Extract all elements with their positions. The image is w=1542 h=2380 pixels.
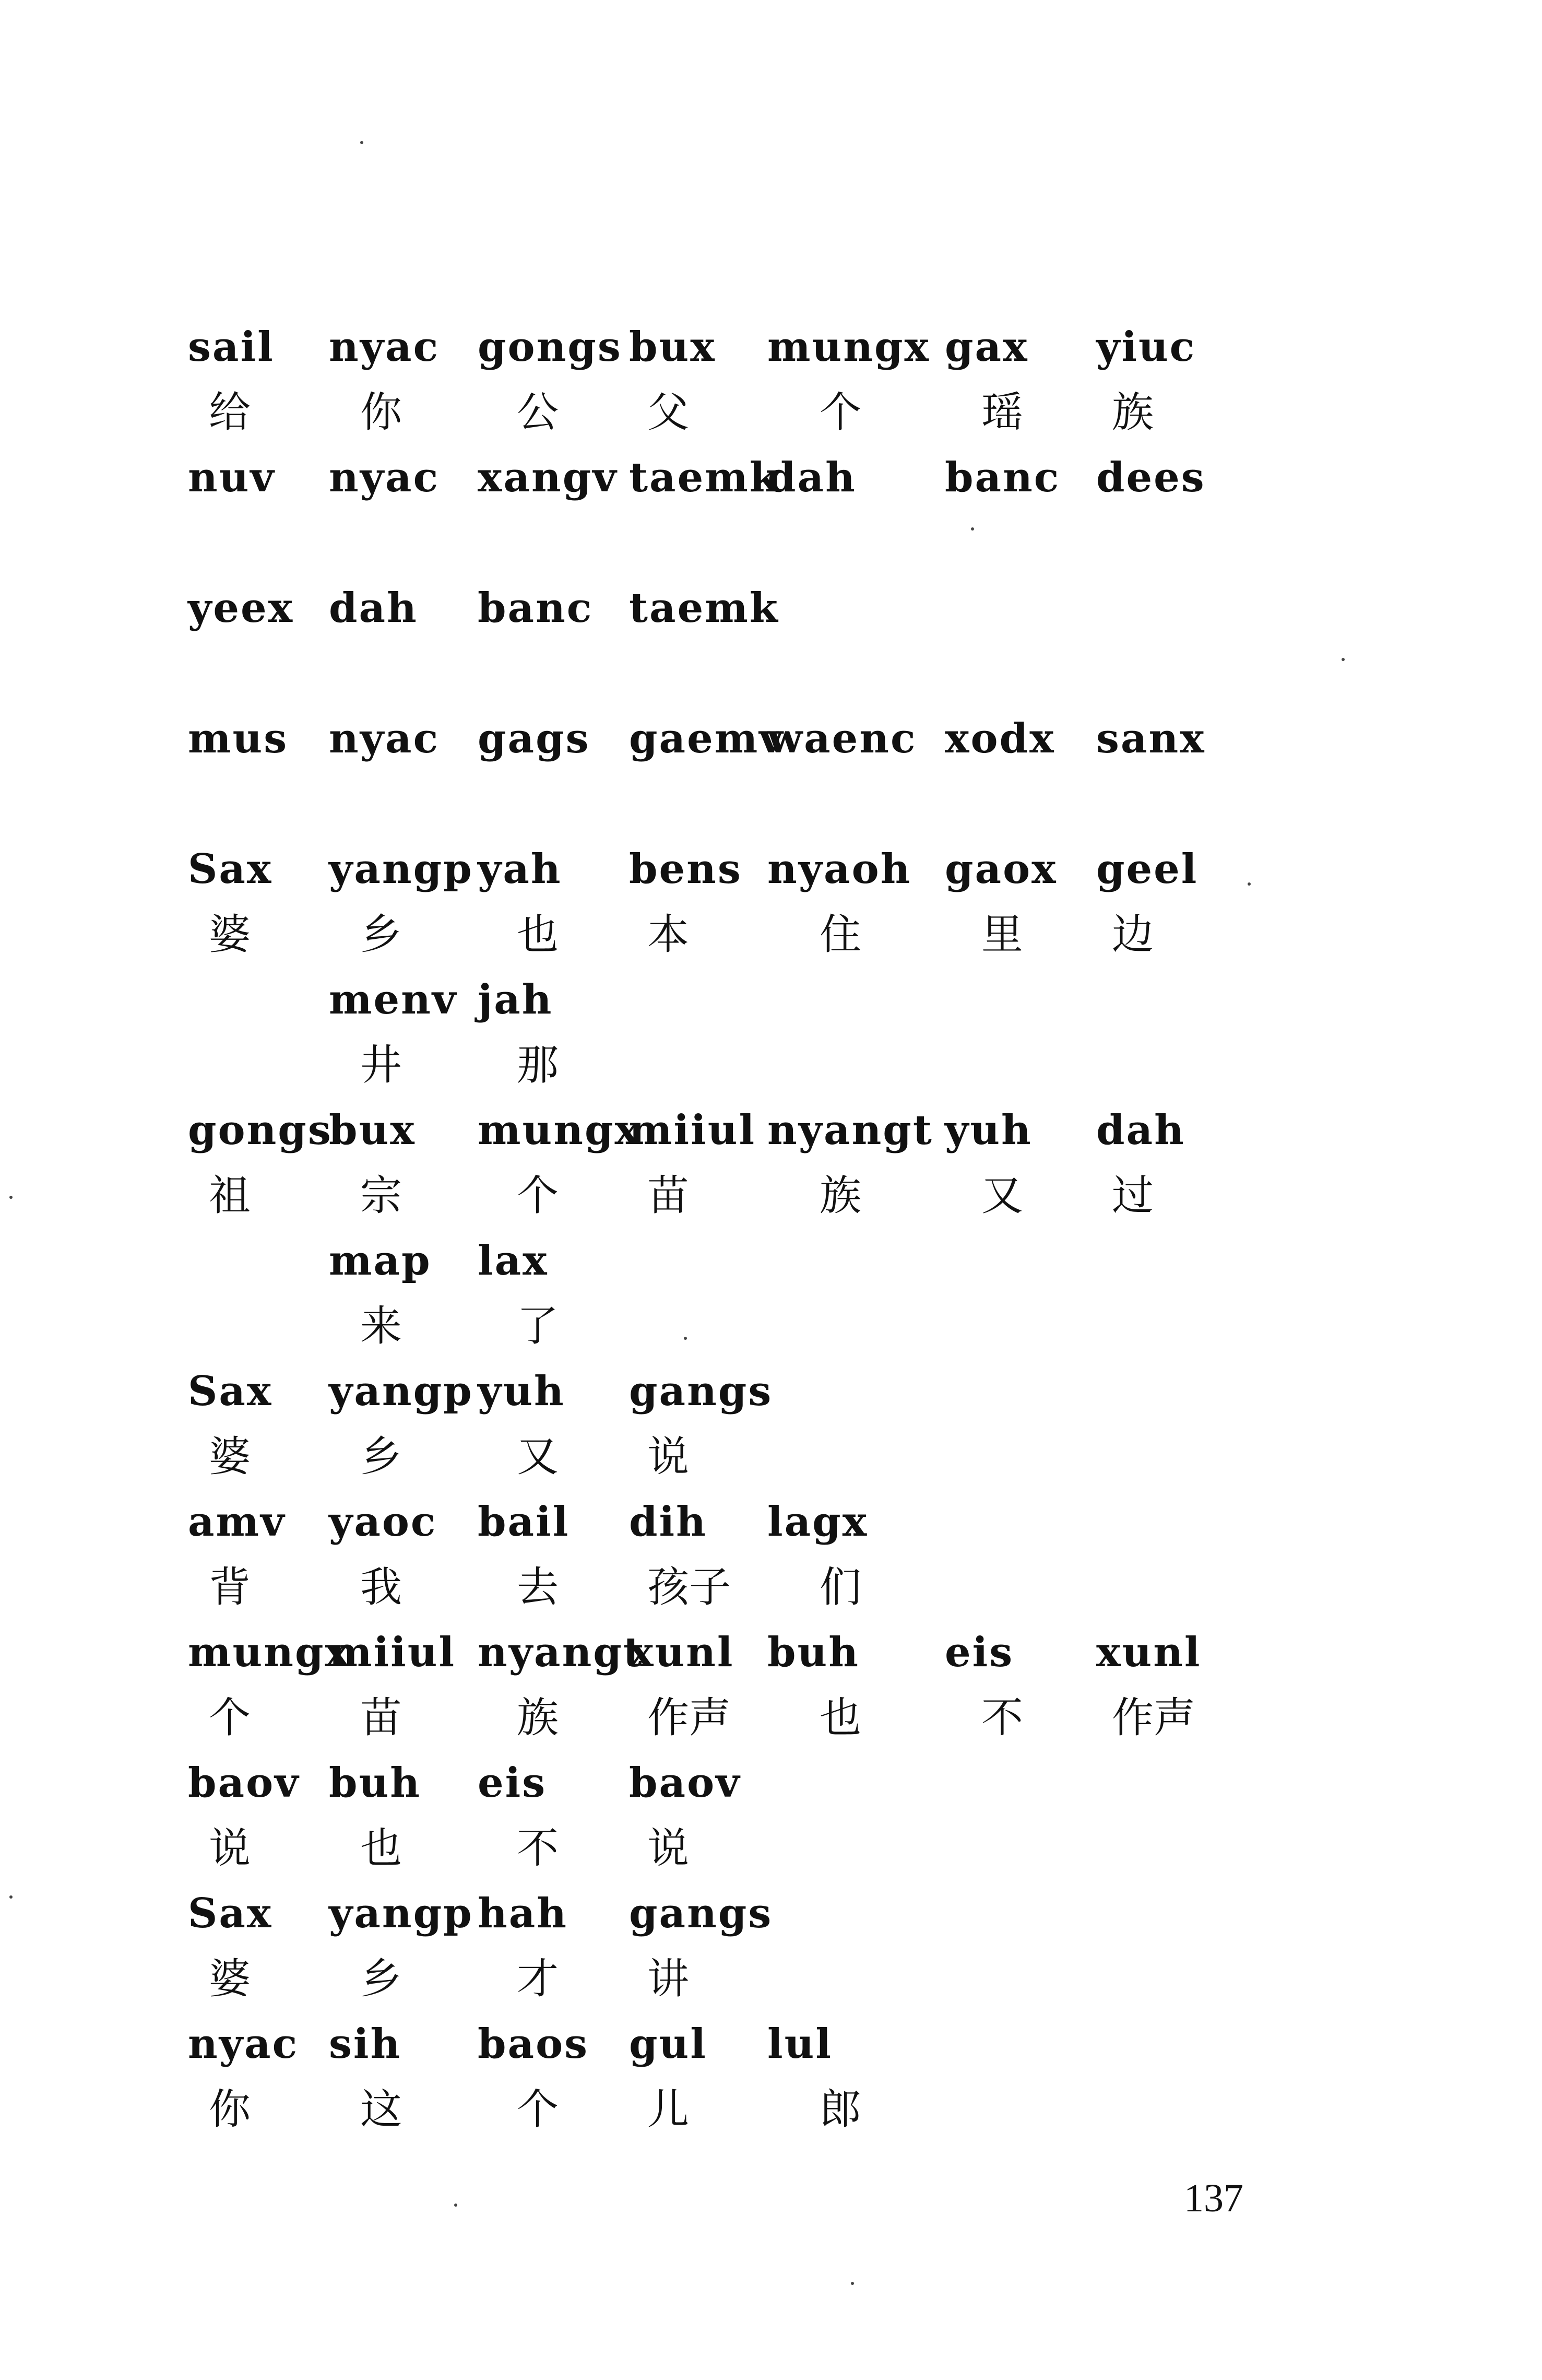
dong-word: nyac — [329, 715, 440, 762]
dong-word: map — [329, 1237, 432, 1285]
dong-word: bail — [478, 1498, 570, 1546]
dong-word: eis — [478, 1759, 547, 1807]
dong-word: taemk — [629, 454, 779, 501]
dong-word: dah — [767, 454, 857, 501]
chinese-gloss: 讲 — [647, 1954, 689, 2003]
chinese-gloss: 我 — [360, 1563, 402, 1611]
dong-word: sail — [188, 323, 275, 371]
dong-word: gangs — [629, 1368, 773, 1415]
dong-word: yangp — [329, 845, 473, 893]
dong-word: sanx — [1096, 715, 1206, 762]
chinese-gloss: 来 — [360, 1302, 402, 1350]
chinese-gloss: 你 — [209, 2085, 251, 2134]
dong-word: nyac — [329, 454, 440, 501]
dong-word: buh — [329, 1759, 421, 1807]
dong-word: waenc — [767, 715, 917, 762]
chinese-gloss: 瑶 — [981, 388, 1023, 437]
print-speck — [360, 141, 363, 144]
dong-word: yangp — [329, 1890, 473, 1937]
dong-word: mungx — [478, 1106, 640, 1154]
dong-word: menv — [329, 976, 458, 1023]
dong-word: bux — [329, 1106, 416, 1154]
dong-word: dah — [329, 584, 418, 632]
dong-word: buh — [767, 1629, 860, 1676]
dong-word: bux — [629, 323, 716, 371]
chinese-gloss: 过 — [1112, 1171, 1154, 1220]
dong-word: hah — [478, 1890, 568, 1937]
chinese-gloss: 作声 — [1112, 1693, 1195, 1742]
chinese-gloss: 乡 — [360, 910, 402, 959]
dong-word: Sax — [188, 845, 273, 893]
chinese-gloss: 儿 — [647, 2085, 689, 2134]
dong-word: Sax — [188, 1368, 273, 1415]
dong-word: xunl — [629, 1629, 734, 1676]
dong-word: mungx — [188, 1629, 351, 1676]
chinese-gloss: 去 — [517, 1563, 559, 1611]
dong-word: nyangt — [767, 1106, 933, 1154]
chinese-gloss: 族 — [517, 1693, 559, 1742]
chinese-gloss: 个 — [517, 1171, 559, 1220]
chinese-gloss: 这 — [360, 2085, 402, 2134]
dong-word: Sax — [188, 1890, 273, 1937]
dong-word: nyangt — [478, 1629, 644, 1676]
print-speck — [1248, 882, 1251, 886]
chinese-gloss: 你 — [360, 388, 402, 437]
chinese-gloss: 乡 — [360, 1954, 402, 2003]
chinese-gloss: 苗 — [360, 1693, 402, 1742]
dong-word: dih — [629, 1498, 707, 1546]
chinese-gloss: 不 — [981, 1693, 1023, 1742]
dong-word: yuh — [478, 1368, 565, 1415]
chinese-gloss: 婆 — [209, 1954, 251, 2003]
chinese-gloss: 本 — [647, 910, 689, 959]
dong-word: xunl — [1096, 1629, 1202, 1676]
chinese-gloss: 又 — [517, 1432, 559, 1481]
chinese-gloss: 婆 — [209, 1432, 251, 1481]
dong-word: eis — [945, 1629, 1014, 1676]
chinese-gloss: 也 — [517, 910, 559, 959]
dong-word: xodx — [945, 715, 1055, 762]
dong-word: yangp — [329, 1368, 473, 1415]
dong-word: nuv — [188, 454, 276, 501]
chinese-gloss: 又 — [981, 1171, 1023, 1220]
chinese-gloss: 边 — [1112, 910, 1154, 959]
print-speck — [1342, 658, 1345, 661]
dong-word: gul — [629, 2020, 707, 2068]
chinese-gloss: 给 — [209, 388, 251, 437]
chinese-gloss: 不 — [517, 1824, 559, 1872]
chinese-gloss: 个 — [517, 2085, 559, 2134]
dong-word: gangs — [629, 1890, 773, 1937]
dong-word: yah — [478, 845, 562, 893]
dong-word: lagx — [767, 1498, 869, 1546]
chinese-gloss: 公 — [517, 388, 559, 437]
dong-word: nyac — [188, 2020, 299, 2068]
print-speck — [9, 1895, 13, 1899]
chinese-gloss: 苗 — [647, 1171, 689, 1220]
dong-word: gaox — [945, 845, 1058, 893]
dong-word: yaoc — [329, 1498, 437, 1546]
dong-word: mus — [188, 715, 289, 762]
chinese-gloss: 说 — [647, 1824, 689, 1872]
chinese-gloss: 乡 — [360, 1432, 402, 1481]
dong-word: nyac — [329, 323, 440, 371]
chinese-gloss: 个 — [820, 388, 861, 437]
dong-word: banc — [945, 454, 1061, 501]
print-speck — [684, 1337, 687, 1340]
chinese-gloss: 作声 — [647, 1693, 731, 1742]
print-speck — [971, 527, 974, 531]
chinese-gloss: 婆 — [209, 910, 251, 959]
chinese-gloss: 父 — [647, 388, 689, 437]
chinese-gloss: 井 — [360, 1041, 402, 1089]
dong-word: amv — [188, 1498, 286, 1546]
print-speck — [454, 2204, 457, 2207]
dong-word: mungx — [767, 323, 930, 371]
chinese-gloss: 说 — [647, 1432, 689, 1481]
chinese-gloss: 个 — [209, 1693, 251, 1742]
dong-word: taemk — [629, 584, 779, 632]
dong-word: yeex — [188, 584, 294, 632]
page-number: 137 — [1184, 2176, 1243, 2220]
dong-word: gongs — [188, 1106, 333, 1154]
dong-word: xangv — [478, 454, 618, 501]
dong-word: gongs — [478, 323, 622, 371]
dong-word: miiul — [629, 1106, 756, 1154]
dong-word: sih — [329, 2020, 402, 2068]
chinese-gloss: 族 — [820, 1171, 861, 1220]
chinese-gloss: 也 — [360, 1824, 402, 1872]
dong-word: bens — [629, 845, 742, 893]
dong-word: baos — [478, 2020, 589, 2068]
chinese-gloss: 郎 — [820, 2085, 861, 2134]
chinese-gloss: 祖 — [209, 1171, 251, 1220]
print-speck — [9, 1196, 13, 1199]
chinese-gloss: 了 — [517, 1302, 559, 1350]
dong-word: gaemv — [629, 715, 785, 762]
chinese-gloss: 族 — [1112, 388, 1154, 437]
dong-word: yiuc — [1096, 323, 1196, 371]
chinese-gloss: 宗 — [360, 1171, 402, 1220]
dong-word: lul — [767, 2020, 833, 2068]
dong-word: lax — [478, 1237, 549, 1285]
chinese-gloss: 也 — [820, 1693, 861, 1742]
dong-word: miiul — [329, 1629, 456, 1676]
dong-word: jah — [478, 976, 553, 1023]
chinese-gloss: 住 — [820, 910, 861, 959]
chinese-gloss: 们 — [820, 1563, 861, 1611]
dong-word: baov — [188, 1759, 300, 1807]
chinese-gloss: 孩子 — [647, 1563, 731, 1611]
dong-word: gax — [945, 323, 1029, 371]
chinese-gloss: 才 — [517, 1954, 559, 2003]
dong-word: gags — [478, 715, 590, 762]
chinese-gloss: 里 — [981, 910, 1023, 959]
dong-word: baov — [629, 1759, 741, 1807]
dong-word: geel — [1096, 845, 1199, 893]
dong-word: banc — [478, 584, 594, 632]
dong-word: dees — [1096, 454, 1206, 501]
dong-word: dah — [1096, 1106, 1185, 1154]
print-speck — [851, 2282, 854, 2285]
dong-word: nyaoh — [767, 845, 912, 893]
chinese-gloss: 说 — [209, 1824, 251, 1872]
chinese-gloss: 那 — [517, 1041, 559, 1089]
dong-word: yuh — [945, 1106, 1033, 1154]
chinese-gloss: 背 — [209, 1563, 251, 1611]
